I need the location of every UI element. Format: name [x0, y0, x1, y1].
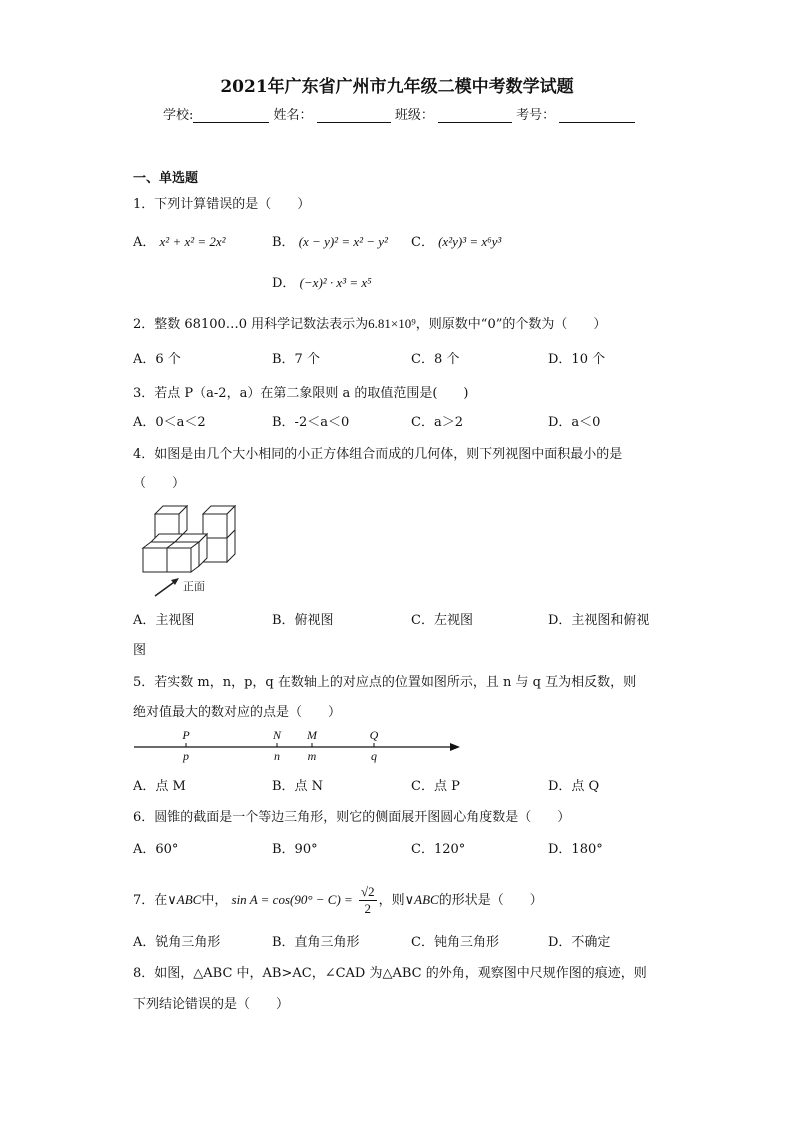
- q1-b-label: B．: [272, 235, 295, 250]
- point-upper-label: M: [307, 728, 317, 742]
- q7-option-a: A．锐角三角形: [133, 935, 221, 950]
- q1-option-b: [272, 231, 388, 250]
- q6-option-c: C．120°: [411, 842, 466, 857]
- q4-option-d-wrap: 图: [133, 643, 147, 658]
- point-upper-label: P: [182, 728, 190, 742]
- q1-d-expr: (−x)² · x³ = x⁵: [299, 275, 372, 290]
- q1-option-a: [133, 231, 226, 250]
- q3-option-a: A．0＜a＜2: [133, 415, 206, 430]
- q6-option-a: A．60°: [133, 842, 179, 857]
- q2-option-d: D．10 个: [548, 352, 606, 367]
- q5-stem-line2: 绝对值最大的数对应的点是（ ）: [133, 705, 342, 720]
- q7-triangle: ∨ABC: [167, 892, 202, 907]
- q1-c-expr: (x²y)³ = x⁶y³: [438, 234, 502, 249]
- cube-figure: [133, 500, 245, 600]
- cube-face: [143, 548, 167, 572]
- q5-stem-line1: 5．若实数 m，n，p，q 在数轴上的对应点的位置如图所示，且 n 与 q 互为相反数，则: [133, 675, 637, 690]
- exam-no-blank[interactable]: [559, 108, 635, 123]
- point-lower-label: n: [274, 749, 280, 763]
- cube-face: [191, 542, 199, 572]
- q7-denominator: 2: [364, 901, 372, 916]
- q7-option-b: B．直角三角形: [272, 935, 360, 950]
- q2-option-c: C．8 个: [411, 352, 460, 367]
- q3-option-d: D．a＜0: [548, 415, 601, 430]
- q4-option-c: C．左视图: [411, 613, 473, 628]
- q5-option-d: D．点 Q: [548, 779, 600, 794]
- page-title: 2021年广东省广州市九年级二模中考数学试题: [220, 77, 574, 97]
- q2-stem: [133, 313, 606, 332]
- q4-stem-line1: 4．如图是由几个大小相同的小正方体组合而成的几何体，则下列视图中面积最小的是: [133, 447, 623, 462]
- q4-stem-line2: （ ）: [133, 476, 186, 491]
- q2-stem-post: ，则原数中“0”的个数为（ ）: [415, 317, 607, 332]
- q1-a-label: A．: [133, 235, 156, 250]
- q7-stem: [133, 884, 543, 917]
- name-blank[interactable]: [317, 108, 391, 123]
- q6-stem: 6．圆锥的截面是一个等边三角形，则它的侧面展开图圆心角度数是（ ）: [133, 810, 571, 825]
- q7-expr: sin A = cos(90° − C) =: [231, 892, 353, 907]
- q1-a-expr: x² + x² = 2x²: [159, 234, 226, 249]
- number-line: [130, 724, 466, 766]
- section-heading: 一、单选题: [133, 171, 199, 186]
- q8-stem-line1: 8．如图，△ABC 中，AB>AC，∠CAD 为△ABC 的外角，观察图中尺规作图的痕迹，则: [133, 966, 647, 981]
- q6-option-d: D．180°: [548, 842, 603, 857]
- point-lower-label: p: [183, 749, 189, 763]
- q2-sci: 6.81×10⁹: [368, 316, 416, 331]
- q1-c-label: C．: [411, 235, 434, 250]
- q4-option-b: B．俯视图: [272, 613, 334, 628]
- q7-post: ，则: [378, 893, 405, 908]
- exam-no-label: 考号：: [516, 108, 556, 123]
- q7-mid: 中，: [201, 893, 228, 908]
- q4-option-d: D．主视图和俯视: [548, 613, 650, 628]
- q1-d-label: D．: [272, 276, 296, 291]
- point-lower-label: m: [307, 749, 317, 763]
- q3-option-b: B．-2＜a＜0: [272, 415, 350, 430]
- q2-option-b: B．7 个: [272, 352, 320, 367]
- point-upper-label: Q: [369, 728, 379, 742]
- q3-stem: 3．若点 P（a-2，a）在第二象限则 a 的取值范围是( ): [133, 386, 469, 401]
- front-label: 正面: [183, 580, 205, 593]
- cube-face: [167, 548, 191, 572]
- school-blank[interactable]: [193, 108, 269, 123]
- q1-option-c: [411, 231, 501, 250]
- q5-option-b: B．点 N: [272, 779, 324, 794]
- school-label: 学校:: [163, 108, 194, 123]
- q5-option-a: A．点 M: [133, 779, 186, 794]
- q4-option-a: A．主视图: [133, 613, 195, 628]
- point-upper-label: N: [272, 728, 282, 742]
- q7-post2: 的形状是（ ）: [438, 893, 543, 908]
- q3-option-c: C．a＞2: [411, 415, 463, 430]
- q2-stem-pre: 2．整数 68100…0 用科学记数法表示为: [133, 317, 369, 332]
- q7-triangle-2: ∨ABC: [404, 892, 439, 907]
- q7-fraction: [359, 884, 377, 917]
- q1-stem: 1．下列计算错误的是（ ）: [133, 197, 311, 212]
- q1-b-expr: (x − y)² = x² − y²: [298, 234, 388, 249]
- class-label: 班级：: [394, 108, 434, 123]
- q7-stem-pre: 7．在: [133, 893, 168, 908]
- q7-option-d: D．不确定: [548, 935, 611, 950]
- q7-option-c: C．钝角三角形: [411, 935, 499, 950]
- name-label: 姓名：: [273, 108, 313, 123]
- q8-stem-line2: 下列结论错误的是（ ）: [133, 997, 290, 1012]
- axis-arrow-icon: [450, 743, 460, 751]
- q5-option-c: C．点 P: [411, 779, 460, 794]
- class-blank[interactable]: [438, 108, 512, 123]
- q1-option-d: [272, 272, 372, 291]
- student-info: [163, 104, 635, 123]
- point-lower-label: q: [371, 749, 377, 763]
- q2-option-a: A．6 个: [133, 352, 181, 367]
- q6-option-b: B．90°: [272, 842, 318, 857]
- q7-numerator: √2: [360, 884, 375, 899]
